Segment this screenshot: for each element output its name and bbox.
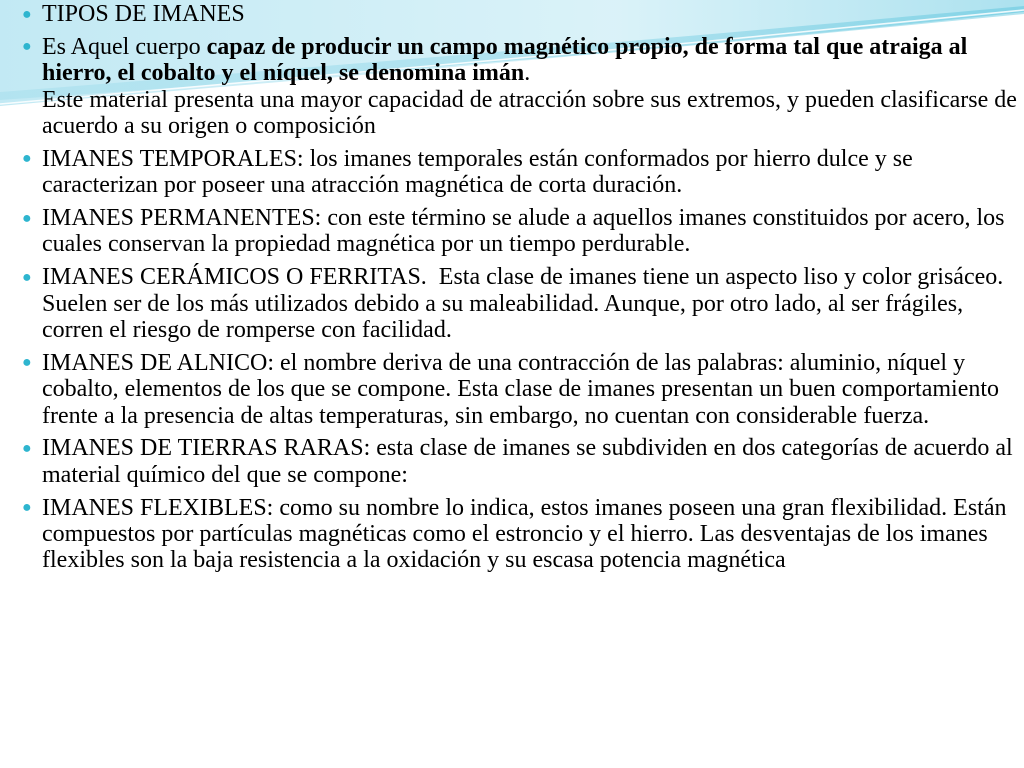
definition-extra: Este material presenta una mayor capacidad de atracción sobre sus extremos, y pueden clasificarse de acuerdo a su origen o composición bbox=[42, 86, 1017, 140]
imanes-temporales-text: IMANES TEMPORALES: los imanes temporales están conformados por hierro dulce y se caracterizan por poseer una atracción magnética de corta duración. bbox=[42, 145, 913, 199]
definition-intro: Es Aquel cuerpo bbox=[42, 33, 207, 60]
bullet-dot-icon: ● bbox=[22, 439, 32, 457]
bullet-item-imanes-ceramicos bbox=[22, 264, 1017, 343]
imanes-alnico-text: IMANES DE ALNICO: el nombre deriva de una contracción de las palabras: aluminio, níquel y cobalto, elementos de los que se compone. Esta clase de imanes presentan un buen comportamiento frente a la presencia de altas temperaturas, sin embargo, no cuentan con considerable fuerza. bbox=[42, 349, 1000, 429]
definition-bold: capaz de producir un campo magnético propio, de forma tal que atraiga al hierro, el cobalto y el níquel, se denomina imán bbox=[42, 33, 968, 87]
imanes-permanentes-text: IMANES PERMANENTES: con este término se alude a aquellos imanes constituidos por acero, los cuales conservan la propiedad magnética por un tiempo perdurable. bbox=[42, 205, 1005, 258]
definition-paragraph bbox=[42, 34, 1017, 140]
bullet-dot-icon: ● bbox=[22, 268, 32, 286]
bullet-item-imanes-tierras-raras bbox=[22, 435, 1017, 488]
bullet-item-tipos-de-imanes bbox=[22, 1, 1017, 27]
imanes-ceramicos-text: IMANES CERÁMICOS O FERRITAS. Esta clase de imanes tiene un aspecto liso y color grisáceo. Suelen ser de los más utilizados debido a su maleabilidad. Aunque, por otro lado, al ser frágiles, corren el riesgo de romperse con facilidad. bbox=[42, 264, 1016, 344]
bullet-item-imanes-temporales bbox=[22, 146, 1017, 199]
definition-end: . bbox=[524, 60, 531, 87]
bullet-dot-icon: ● bbox=[22, 499, 32, 517]
bullet-item-imanes-permanentes bbox=[22, 205, 1017, 258]
bullet-item-imanes-flexibles bbox=[22, 495, 1017, 574]
bullet-item-imanes-alnico bbox=[22, 350, 1017, 429]
imanes-flexibles-text: IMANES FLEXIBLES: como su nombre lo indica, estos imanes poseen una gran flexibilidad. Están compuestos por partículas magnéticas como el estroncio y el hierro. Las desventajas de los imanes flexibles son la baja resistencia a la oxidación y su escasa potencia magnética bbox=[42, 494, 1007, 574]
slide-body bbox=[22, 1, 1017, 580]
bullet-dot-icon: ● bbox=[22, 38, 32, 56]
bullet-item-definition bbox=[22, 34, 1017, 140]
bullet-dot-icon: ● bbox=[22, 354, 32, 372]
heading-tipos-de-imanes: TIPOS DE IMANES bbox=[42, 1, 245, 27]
bullet-dot-icon: ● bbox=[22, 209, 32, 227]
bullet-dot-icon: ● bbox=[22, 5, 32, 23]
bullet-dot-icon: ● bbox=[22, 150, 32, 168]
imanes-tierras-raras-text: IMANES DE TIERRAS RARAS: esta clase de imanes se subdividen en dos categorías de acuerdo al material químico del que se compone: bbox=[42, 435, 1013, 488]
